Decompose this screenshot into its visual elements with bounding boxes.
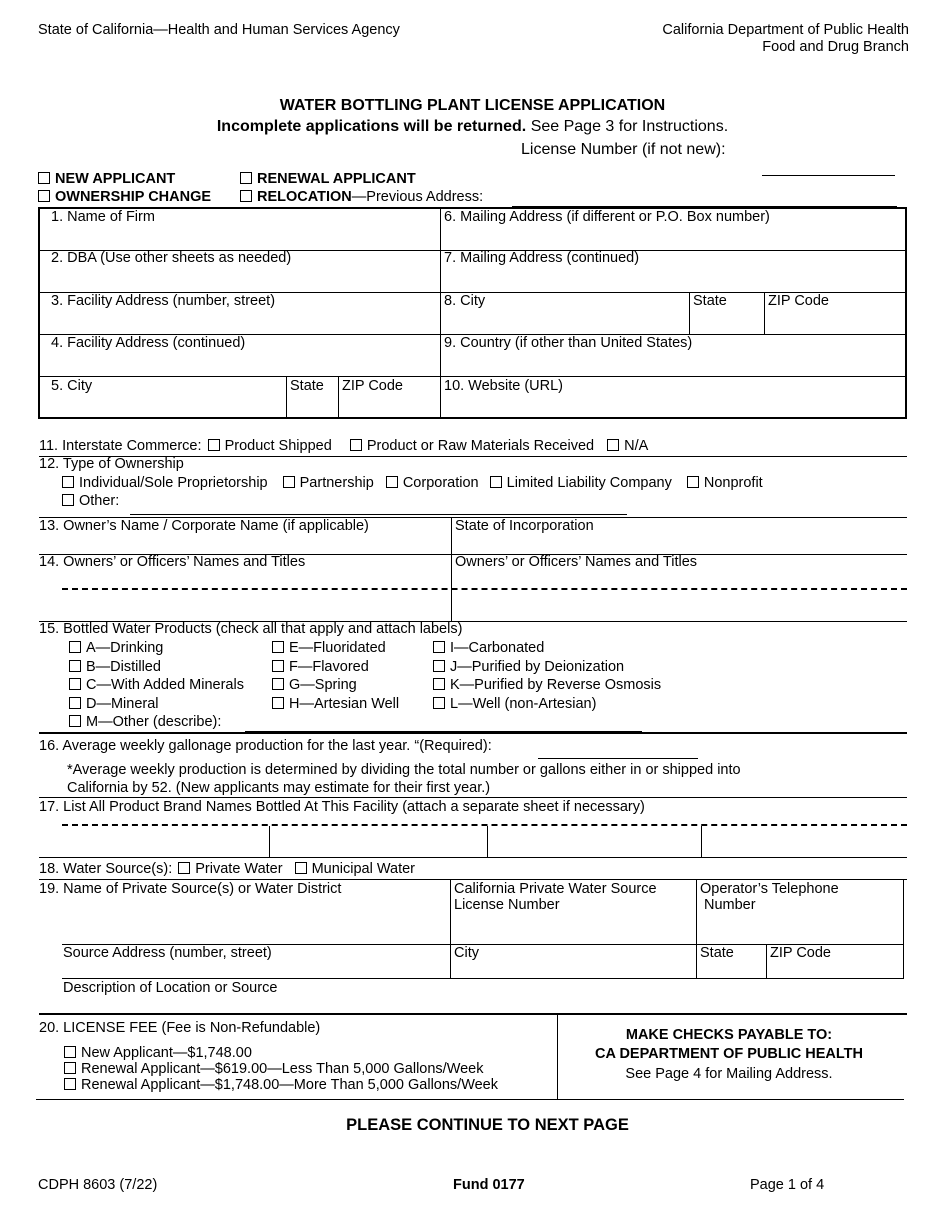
checkbox[interactable] — [433, 697, 445, 709]
row-line — [62, 978, 904, 979]
city-field[interactable]: 5. City — [51, 378, 93, 394]
checkbox[interactable] — [490, 476, 502, 488]
bottled-water-products-label: 15. Bottled Water Products (check all that apply and attach labels) — [39, 621, 463, 637]
checkbox[interactable] — [38, 172, 50, 184]
license-number-line[interactable] — [762, 175, 895, 176]
private-source-name-field[interactable]: 19. Name of Private Source(s) or Water District — [39, 881, 342, 897]
product-e[interactable]: E—Fluoridated — [272, 640, 386, 656]
license-number-label: License Number (if not new): — [521, 141, 726, 158]
gallonage-note-1: *Average weekly production is determined by dividing the total number or gallons either in or shipped into — [67, 762, 741, 778]
cell-divider — [451, 517, 452, 621]
checkbox[interactable] — [38, 190, 50, 202]
product-k[interactable]: K—Purified by Reverse Osmosis — [433, 677, 661, 693]
license-fee-label: 20. LICENSE FEE (Fee is Non-Refundable) — [39, 1020, 321, 1036]
officers-names-field-2[interactable]: Owners’ or Officers’ Names and Titles — [455, 554, 698, 570]
cell-divider — [689, 293, 690, 334]
ownership-other-option[interactable]: Other: — [62, 493, 119, 509]
owner-name-field[interactable]: 13. Owner’s Name / Corporate Name (if applicable) — [39, 518, 369, 534]
cell-divider — [338, 377, 339, 418]
incomplete-notice: Incomplete applications will be returned. See Page 3 for Instructions. — [216, 118, 729, 135]
operator-phone-field[interactable]: Operator’s Telephone Number — [700, 881, 839, 913]
new-applicant-option[interactable]: NEW APPLICANT — [38, 171, 175, 187]
checkbox[interactable] — [62, 494, 74, 506]
fee-renewal-high[interactable]: Renewal Applicant—$1,748.00—More Than 5,000 Gallons/Week — [64, 1077, 498, 1093]
cell-divider — [487, 826, 488, 858]
product-g[interactable]: G—Spring — [272, 677, 357, 693]
checkbox[interactable] — [272, 641, 284, 653]
checkbox[interactable] — [433, 641, 445, 653]
brand-names-label: 17. List All Product Brand Names Bottled At This Facility (attach a separate sheet if necessary) — [39, 799, 645, 815]
checkbox[interactable] — [350, 439, 362, 451]
checkbox[interactable] — [687, 476, 699, 488]
ownership-type-label: 12. Type of Ownership — [39, 456, 184, 472]
checkbox[interactable] — [64, 1046, 76, 1058]
cell-divider — [286, 377, 287, 418]
checkbox[interactable] — [433, 660, 445, 672]
relocation-option[interactable]: RELOCATION—Previous Address: — [240, 189, 483, 205]
source-state-field[interactable]: State — [700, 945, 734, 961]
country-field[interactable]: 9. Country (if other than United States) — [444, 335, 693, 351]
checkbox[interactable] — [62, 476, 74, 488]
page-number: Page 1 of 4 — [750, 1177, 825, 1193]
checkbox[interactable] — [64, 1078, 76, 1090]
facility-address-cont-field[interactable]: 4. Facility Address (continued) — [51, 335, 246, 351]
checkbox[interactable] — [272, 697, 284, 709]
checkbox[interactable] — [240, 172, 252, 184]
website-field[interactable]: 10. Website (URL) — [444, 378, 563, 394]
checkbox[interactable] — [240, 190, 252, 202]
checkbox[interactable] — [272, 660, 284, 672]
ownership-options: Individual/Sole Proprietorship Partnership Corporation Limited Liability Company Nonprofit — [62, 475, 763, 491]
form-number: CDPH 8603 (7/22) — [38, 1177, 158, 1193]
checkbox[interactable] — [607, 439, 619, 451]
officers-names-field[interactable]: 14. Owners’ or Officers’ Names and Titles — [39, 554, 306, 570]
product-f[interactable]: F—Flavored — [272, 659, 369, 675]
mailing-address-note: See Page 4 for Mailing Address. — [625, 1066, 833, 1082]
name-of-firm-field[interactable]: 1. Name of Firm — [51, 209, 155, 225]
cell-divider — [450, 879, 451, 979]
renewal-applicant-option[interactable]: RENEWAL APPLICANT — [240, 171, 416, 187]
zip-field[interactable]: ZIP Code — [342, 378, 403, 394]
ownership-other-line[interactable] — [130, 514, 627, 515]
fee-new-applicant[interactable]: New Applicant—$1,748.00 — [64, 1045, 252, 1061]
checkbox[interactable] — [69, 697, 81, 709]
dba-field[interactable]: 2. DBA (Use other sheets as needed) — [51, 250, 292, 266]
facility-address-field[interactable]: 3. Facility Address (number, street) — [51, 293, 276, 309]
cell-divider — [269, 826, 270, 858]
section-line — [39, 732, 907, 734]
checkbox[interactable] — [433, 678, 445, 690]
source-address-field[interactable]: Source Address (number, street) — [63, 945, 272, 961]
source-city-field[interactable]: City — [454, 945, 479, 961]
product-m[interactable]: M—Other (describe): — [69, 714, 221, 730]
mailing-zip-field[interactable]: ZIP Code — [768, 293, 829, 309]
state-of-incorporation-field[interactable]: State of Incorporation — [455, 518, 594, 534]
product-d[interactable]: D—Mineral — [69, 696, 159, 712]
checkbox[interactable] — [69, 660, 81, 672]
gallonage-label: 16. Average weekly gallonage production for the last year. “(Required): — [39, 738, 492, 754]
section-line — [39, 1013, 907, 1015]
interstate-commerce-row: 11. Interstate Commerce: Product Shipped Product or Raw Materials Received N/A — [39, 438, 649, 454]
section-line — [39, 857, 907, 858]
mailing-city-field[interactable]: 8. City — [444, 293, 486, 309]
ca-license-field[interactable]: California Private Water Source License Number — [454, 881, 657, 913]
cell-divider — [701, 826, 702, 858]
section-line — [36, 1099, 904, 1100]
checkbox[interactable] — [283, 476, 295, 488]
mailing-address-field[interactable]: 6. Mailing Address (if different or P.O. Box number) — [444, 209, 770, 225]
agency-name: State of California—Health and Human Services Agency — [38, 22, 400, 38]
section-line — [39, 879, 907, 880]
payable-heading: MAKE CHECKS PAYABLE TO: — [625, 1027, 833, 1043]
checkbox[interactable] — [208, 439, 220, 451]
fee-renewal-low[interactable]: Renewal Applicant—$619.00—Less Than 5,000 Gallons/Week — [64, 1061, 484, 1077]
fund-number: Fund 0177 — [453, 1177, 525, 1193]
department-name: California Department of Public Health — [662, 22, 909, 38]
ownership-change-option[interactable]: OWNERSHIP CHANGE — [38, 189, 211, 205]
cell-divider — [903, 879, 904, 979]
checkbox[interactable] — [69, 715, 81, 727]
checkbox[interactable] — [272, 678, 284, 690]
checkbox[interactable] — [386, 476, 398, 488]
water-source-row: 18. Water Source(s): Private Water Municipal Water — [39, 861, 416, 877]
product-i[interactable]: I—Carbonated — [433, 640, 544, 656]
location-description-field[interactable]: Description of Location or Source — [63, 980, 278, 996]
box-divider — [440, 208, 441, 418]
section-line — [39, 797, 907, 798]
mailing-state-field[interactable]: State — [693, 293, 727, 309]
checkbox[interactable] — [178, 862, 190, 874]
checkbox[interactable] — [69, 641, 81, 653]
payable-recipient: CA DEPARTMENT OF PUBLIC HEALTH — [595, 1046, 863, 1062]
product-j[interactable]: J—Purified by Deionization — [433, 659, 624, 675]
source-zip-field[interactable]: ZIP Code — [770, 945, 831, 961]
dashed-line — [62, 824, 907, 826]
mailing-address-cont-field[interactable]: 7. Mailing Address (continued) — [444, 250, 640, 266]
gallonage-input-line[interactable] — [538, 758, 698, 759]
cell-divider — [696, 879, 697, 979]
checkbox[interactable] — [64, 1062, 76, 1074]
state-field[interactable]: State — [290, 378, 324, 394]
product-l[interactable]: L—Well (non-Artesian) — [433, 696, 596, 712]
cell-divider — [764, 293, 765, 334]
branch-name: Food and Drug Branch — [762, 39, 909, 55]
form-title: WATER BOTTLING PLANT LICENSE APPLICATION — [279, 97, 666, 114]
continue-notice: PLEASE CONTINUE TO NEXT PAGE — [346, 1116, 629, 1134]
product-h[interactable]: H—Artesian Well — [272, 696, 399, 712]
dashed-line — [62, 588, 907, 590]
checkbox[interactable] — [295, 862, 307, 874]
product-a[interactable]: A—Drinking — [69, 640, 163, 656]
cell-divider — [766, 944, 767, 979]
checkbox[interactable] — [69, 678, 81, 690]
gallonage-note-2: California by 52. (New applicants may estimate for their first year.) — [67, 780, 491, 796]
product-b[interactable]: B—Distilled — [69, 659, 161, 675]
row-line — [39, 376, 906, 377]
product-c[interactable]: C—With Added Minerals — [69, 677, 244, 693]
